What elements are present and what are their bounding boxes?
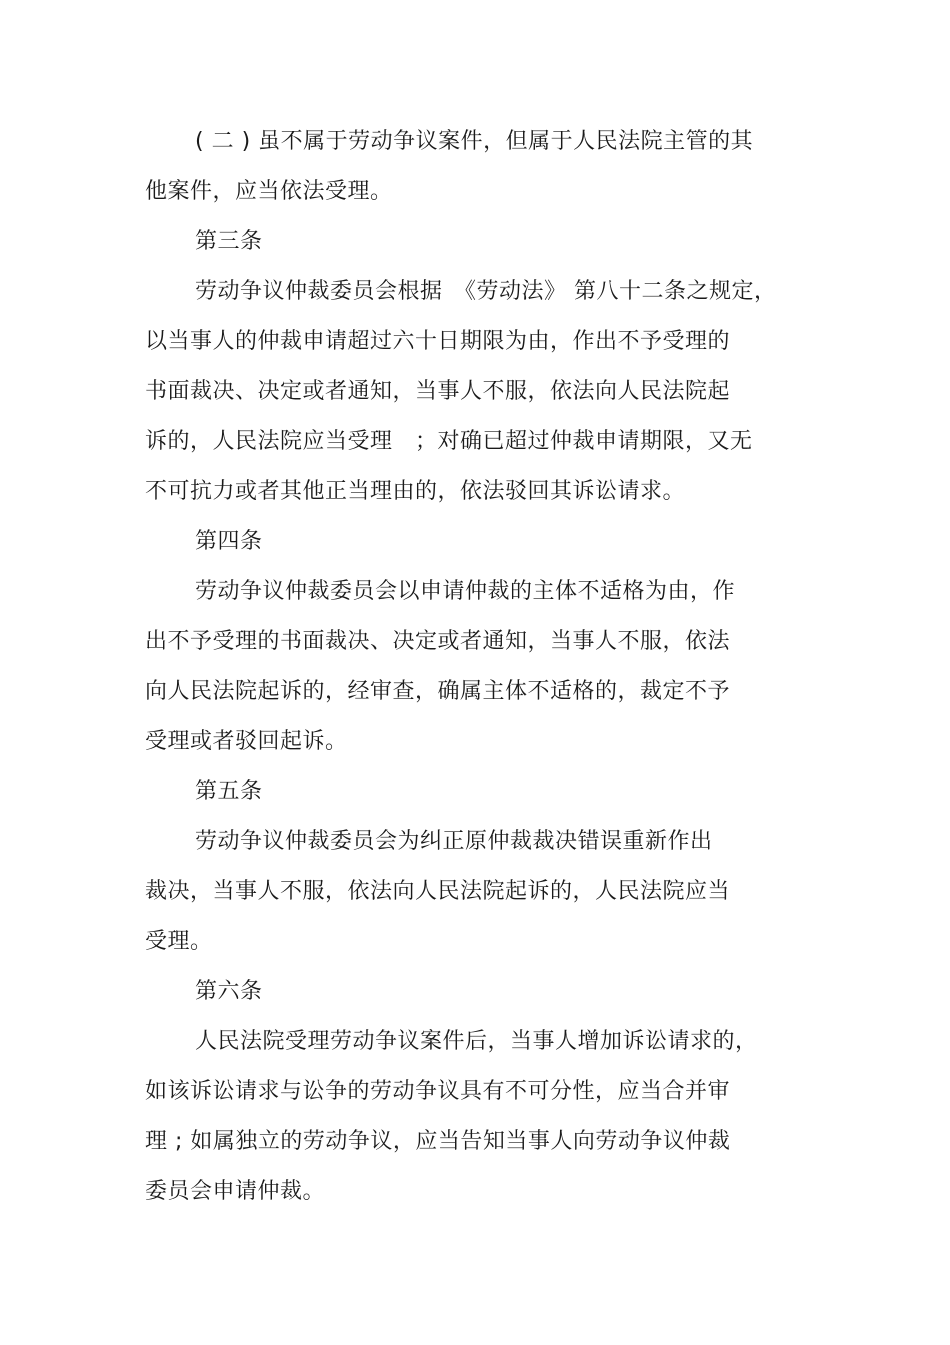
paragraph-line: 如该诉讼请求与讼争的劳动争议具有不可分性，应当合并审: [145, 1079, 731, 1104]
paragraph-line: ( 二 ) 虽不属于劳动争议案件，但属于人民法院主管的其: [195, 129, 754, 154]
paragraph-line: 理 ; 如属独立的劳动争议，应当告知当事人向劳动争议仲裁: [145, 1129, 731, 1154]
article-heading: 第六条: [195, 979, 263, 1004]
paragraph-line: 他案件，应当依法受理。: [145, 179, 393, 204]
article-heading: 第四条: [195, 529, 263, 554]
paragraph-line: 劳动争议仲裁委员会根据 《劳动法》 第八十二条之规定，: [195, 279, 777, 304]
paragraph-line: 委员会申请仲裁。: [145, 1179, 326, 1204]
paragraph-line: 裁决，当事人不服，依法向人民法院起诉的，人民法院应当: [145, 879, 731, 904]
article-heading: 第三条: [195, 229, 263, 254]
paragraph-line: 受理。: [145, 929, 213, 954]
paragraph-line: 受理或者驳回起诉。: [145, 729, 348, 754]
paragraph-line: 向人民法院起诉的，经审查，确属主体不适格的，裁定不予: [145, 679, 731, 704]
paragraph-line: 人民法院受理劳动争议案件后，当事人增加诉讼请求的，: [195, 1029, 758, 1054]
article-heading: 第五条: [195, 779, 263, 804]
paragraph-line: 不可抗力或者其他正当理由的，依法驳回其诉讼请求。: [145, 479, 686, 504]
paragraph-line: 诉的，人民法院应当受理 ；对确已超过仲裁申请期限，又无: [145, 429, 753, 454]
paragraph-line: 以当事人的仲裁申请超过六十日期限为由，作出不予受理的: [145, 329, 731, 354]
paragraph-line: 出不予受理的书面裁决、决定或者通知，当事人不服，依法: [145, 629, 731, 654]
paragraph-line: 劳动争议仲裁委员会为纠正原仲裁裁决错误重新作出: [195, 829, 713, 854]
paragraph-line: 书面裁决、决定或者通知，当事人不服，依法向人民法院起: [145, 379, 731, 404]
paragraph-line: 劳动争议仲裁委员会以申请仲裁的主体不适格为由，作: [195, 579, 736, 604]
